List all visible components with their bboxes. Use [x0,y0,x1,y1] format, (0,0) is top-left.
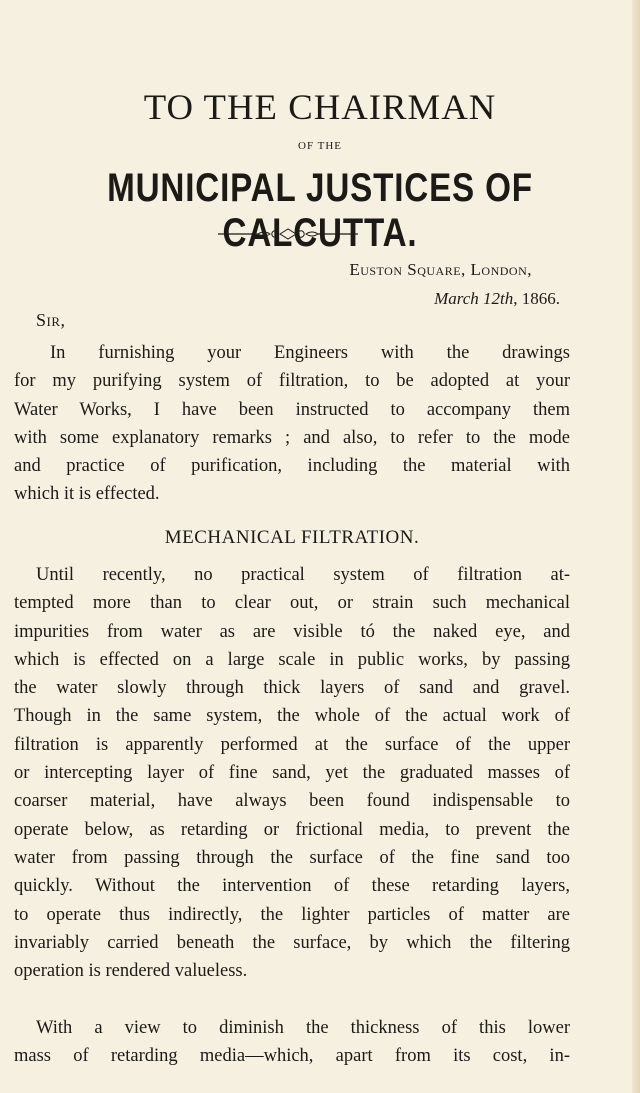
text-line: impurities from water as are visible tó the naked eye, and [14,621,570,642]
text-line: which is effected on a large scale in public works, by passing [14,649,570,670]
title-line-3: MUNICIPAL JUSTICES OF CALCUTTA. [107,166,533,255]
text-line: tempted more than to clear out, or strain such mechanical [14,593,570,614]
text-line: for my purifying system of filtration, to be adopted at your [14,371,570,392]
address-date [434,289,560,309]
ornament-divider [218,228,358,240]
page-edge [632,0,640,1093]
text-line: filtration is apparently performed at the surface of the upper [14,734,570,755]
text-line: which it is effected. [14,484,160,505]
text-line: Until recently, no practical system of filtration at- [36,565,570,585]
text-line: operate below, as retarding or frictional media, to prevent the [14,819,570,840]
text-line: with some explanatory remarks ; and also, to refer to the mode [14,427,570,448]
text-line: Water Works, I have been instructed to accompany them [14,399,570,420]
text-line: the water slowly through thick layers of sand and gravel. [14,678,570,699]
address-place: Euston Square, London, [349,260,532,279]
text-line: coarser material, have always been found indispensable to [14,791,570,812]
date-month: March [434,289,479,308]
text-line: or intercepting layer of fine sand, yet the graduated masses of [14,763,570,784]
text-line: and practice of purification, including the material with [14,456,570,477]
text-line: With a view to diminish the thickness of this lower [36,1018,570,1038]
text-line: In furnishing your Engineers with the drawings [50,343,570,363]
salutation: Sir, [36,310,66,330]
text-line: invariably carried beneath the surface, by which the filtering [14,932,570,953]
text-line: mass of retarding media—which, apart from its cost, in- [14,1046,570,1067]
text-line: quickly. Without the intervention of these retarding layers, [14,876,570,897]
text-line: Though in the same system, the whole of the actual work of [14,706,570,727]
date-year: , 1866. [513,289,560,308]
paragraph-2 [14,561,570,985]
text-line: to operate thus indirectly, the lighter particles of matter are [14,904,570,925]
title-line-2: OF THE [298,140,342,152]
text-line: operation is rendered valueless. [14,961,248,982]
paragraph-1 [14,339,570,509]
date-day: 12th [483,289,514,308]
paragraph-3 [14,1014,570,1071]
section-heading: MECHANICAL FILTRATION. [164,527,420,548]
title-line-1: TO THE CHAIRMAN [143,87,497,127]
text-line: water from passing through the surface of the fine sand too [14,847,570,868]
